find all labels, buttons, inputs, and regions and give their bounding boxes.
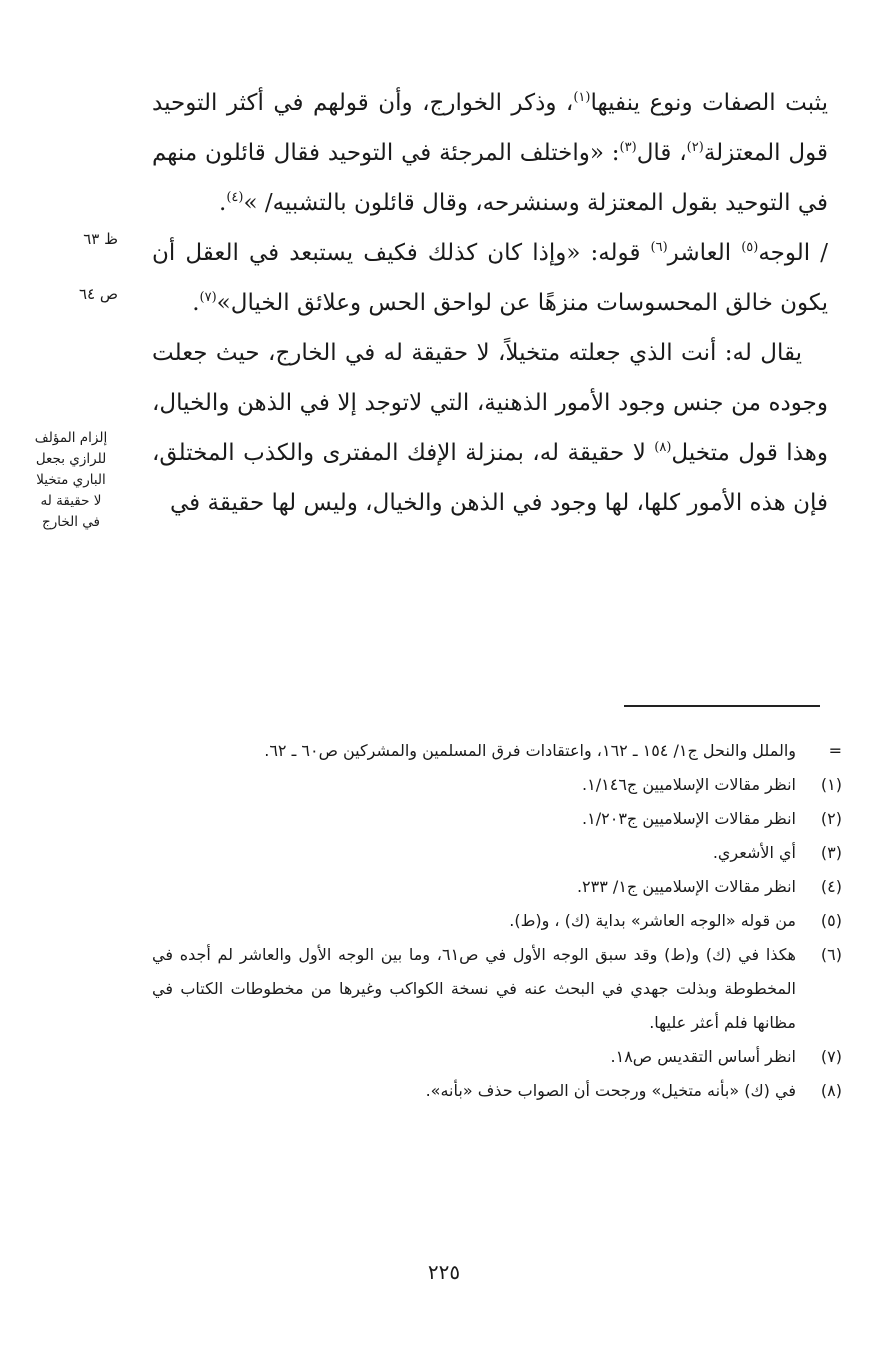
footnote-number: (٤) xyxy=(820,877,842,896)
page-number: ٢٢٥ xyxy=(427,1260,461,1284)
footnote-ref[interactable]: (١) xyxy=(573,90,591,105)
footnote-text: انظر مقالات الإسلاميين ج١/ ٢٣٣. xyxy=(576,877,796,896)
paragraph xyxy=(152,328,828,528)
footnote-text: في (ك) «بأنه متخيل» ورجحت أن الصواب حذف «بأنه». xyxy=(425,1081,796,1100)
footnote-number: (٧) xyxy=(820,1047,842,1066)
text-run: . xyxy=(192,290,200,316)
footnote-text: أي الأشعري. xyxy=(712,843,796,862)
footnote-ref[interactable]: (٦) xyxy=(650,240,668,255)
footnote-number: (٣) xyxy=(820,843,842,862)
margin-topic-line: في الخارج xyxy=(42,514,100,530)
text-run: يقال له: أنت الذي جعلته متخيلاً، لا حقيقة له في الخارج، حيث جعلت وجوده من جنس وجود الأمور الذهنية، التي لاتوجد إلا في الذهن والخيال، وهذا قول متخيل xyxy=(152,340,829,466)
text-run: : «واختلف المرجئة في التوحيد فقال قائلون منهم في التوحيد بقول المعتزلة وسنشرحه، وقال قائلون بالتشبيه/ » xyxy=(152,140,828,216)
footnote xyxy=(152,1074,842,1108)
footnote-text: انظر مقالات الإسلاميين ج١/١٤٦. xyxy=(582,775,796,794)
footnote-number: (٥) xyxy=(820,911,842,930)
text-run: ، وذكر الخوارج، وأن قولهم في أكثر التوحيد قول المعتزلة xyxy=(152,90,828,166)
footnote-continuation xyxy=(152,734,842,768)
footnote xyxy=(152,1040,842,1074)
text-run: قوله: «وإذا كان كذلك فكيف يستبعد في العقل أن يكون خالق المحسوسات منزهًا عن لواحق الحس وعلائق الخيال» xyxy=(152,240,828,316)
footnote-separator xyxy=(624,705,820,707)
footnote-ref[interactable]: (٢) xyxy=(686,140,704,155)
footnote-number: (٢) xyxy=(820,809,842,828)
footnote-number: (٨) xyxy=(820,1081,842,1100)
footnote-text: انظر أساس التقديس ص١٨. xyxy=(610,1047,796,1066)
margin-topic-line: إلزام المؤلف xyxy=(34,430,108,446)
footnote-ref[interactable]: (٣) xyxy=(619,140,637,155)
margin-topic-line: الباري متخيلا xyxy=(36,472,106,488)
margin-manuscript-ref: ص ٦٤ xyxy=(78,285,118,303)
margin-topic-note xyxy=(26,428,116,533)
footnote-text: من قوله «الوجه العاشر» بداية (ك) ، و(ط). xyxy=(509,911,796,930)
text-run: / الوجه xyxy=(758,240,828,266)
main-text xyxy=(152,78,828,528)
text-run: يثبت الصفات ونوع ينفيها xyxy=(590,90,828,116)
margin-topic-line: للرازي بجعل xyxy=(35,451,107,467)
footnote-ref[interactable]: (٤) xyxy=(226,190,244,205)
footnote xyxy=(152,870,842,904)
footnote-text: انظر مقالات الإسلاميين ج١/٢٠٣. xyxy=(582,809,796,828)
text-run: لا حقيقة له، بمنزلة الإفك المفترى والكذب المختلق، فإن هذه الأمور كلها، لها وجود في الذهن والخيال، وليس لها حقيقة في xyxy=(152,440,828,516)
footnote-text: والملل والنحل ج١/ ١٥٤ ـ ١٦٢، واعتقادات فرق المسلمين والمشركين ص٦٠ ـ ٦٢. xyxy=(264,741,796,760)
footnote-ref[interactable]: (٨) xyxy=(654,440,672,455)
paragraph xyxy=(152,78,828,228)
footnote xyxy=(152,904,842,938)
paragraph xyxy=(152,228,828,328)
footnote-number: (٦) xyxy=(820,945,842,964)
text-run: . xyxy=(219,190,227,216)
margin-topic-line: لا حقيقة له xyxy=(40,493,102,509)
footnote xyxy=(152,802,842,836)
footnote xyxy=(152,768,842,802)
footnote xyxy=(152,836,842,870)
margin-manuscript-ref: ظ ٦٣ xyxy=(83,230,118,248)
footnote-ref[interactable]: (٥) xyxy=(741,240,759,255)
footnote-ref[interactable]: (٧) xyxy=(199,290,217,305)
footnote xyxy=(152,938,842,1040)
footnotes xyxy=(152,734,842,1108)
footnote-text: هكذا في (ك) و(ط) وقد سبق الوجه الأول في ص٦١، وما بين الوجه الأول والعاشر لم أجده في المخطوطة وبذلت جهدي في البحث عنه في نسخة الكواكب وغيرها من مخطوطات الكتاب في مظانها فلم أعثر عليها. xyxy=(152,945,796,1032)
continuation-mark: = xyxy=(828,741,842,760)
text-run: العاشر xyxy=(667,240,742,266)
text-run: ، قال xyxy=(636,140,687,166)
footnote-number: (١) xyxy=(820,775,842,794)
